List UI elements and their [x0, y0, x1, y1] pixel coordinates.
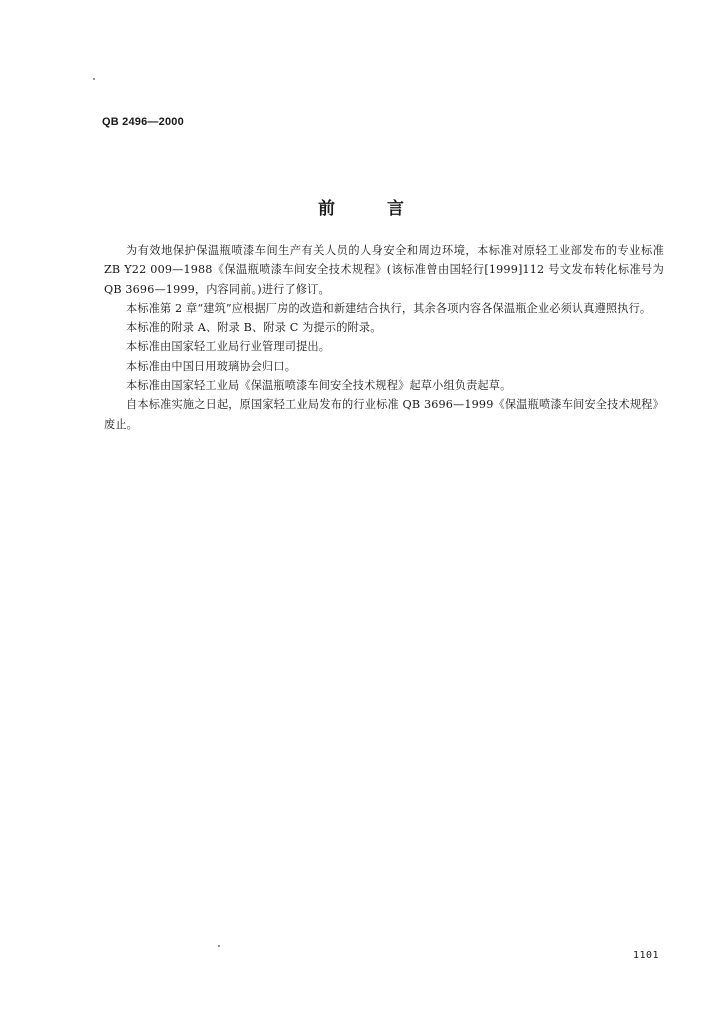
paragraph: 本标准由中国日用玻璃协会归口。 — [126, 359, 297, 373]
paragraph: 本标准第 2 章“建筑”应根据厂房的改造和新建结合执行，其余各项内容各保温瓶企业必须认真遵照执行。 — [126, 301, 652, 315]
paragraph: 自本标准实施之日起，原国家轻工业局发布的行业标准 QB 3696—1999《保温瓶喷漆车间安全技术规程》废止。 — [104, 398, 664, 431]
standard-code: QB 2496—2000 — [102, 116, 184, 128]
page-number: 1101 — [633, 950, 660, 961]
paragraph: 为有效地保护保温瓶喷漆车间生产有关人员的人身安全和周边环境，本标准对原轻工业部发布的专业标准 ZB Y22 009—1988《保温瓶喷漆车间安全技术规程》(该标准曾由国轻行[1999]112 号文发布转化标准号为 QB 3696—1999，内容同前。)进行了修订。 — [104, 244, 664, 296]
title-part-1: 前 — [318, 199, 335, 219]
paragraph: 本标准由国家轻工业局行业管理司提出。 — [126, 340, 331, 354]
scan-speck — [218, 945, 220, 947]
scan-speck — [93, 78, 95, 80]
page-title — [0, 194, 722, 219]
paragraph: 本标准的附录 A、附录 B、附录 C 为提示的附录。 — [126, 321, 382, 335]
title-part-2: 言 — [387, 199, 404, 219]
paragraph: 本标准由国家轻工业局《保温瓶喷漆车间安全技术规程》起草小组负责起草。 — [126, 379, 512, 393]
foreword-body — [104, 241, 664, 434]
